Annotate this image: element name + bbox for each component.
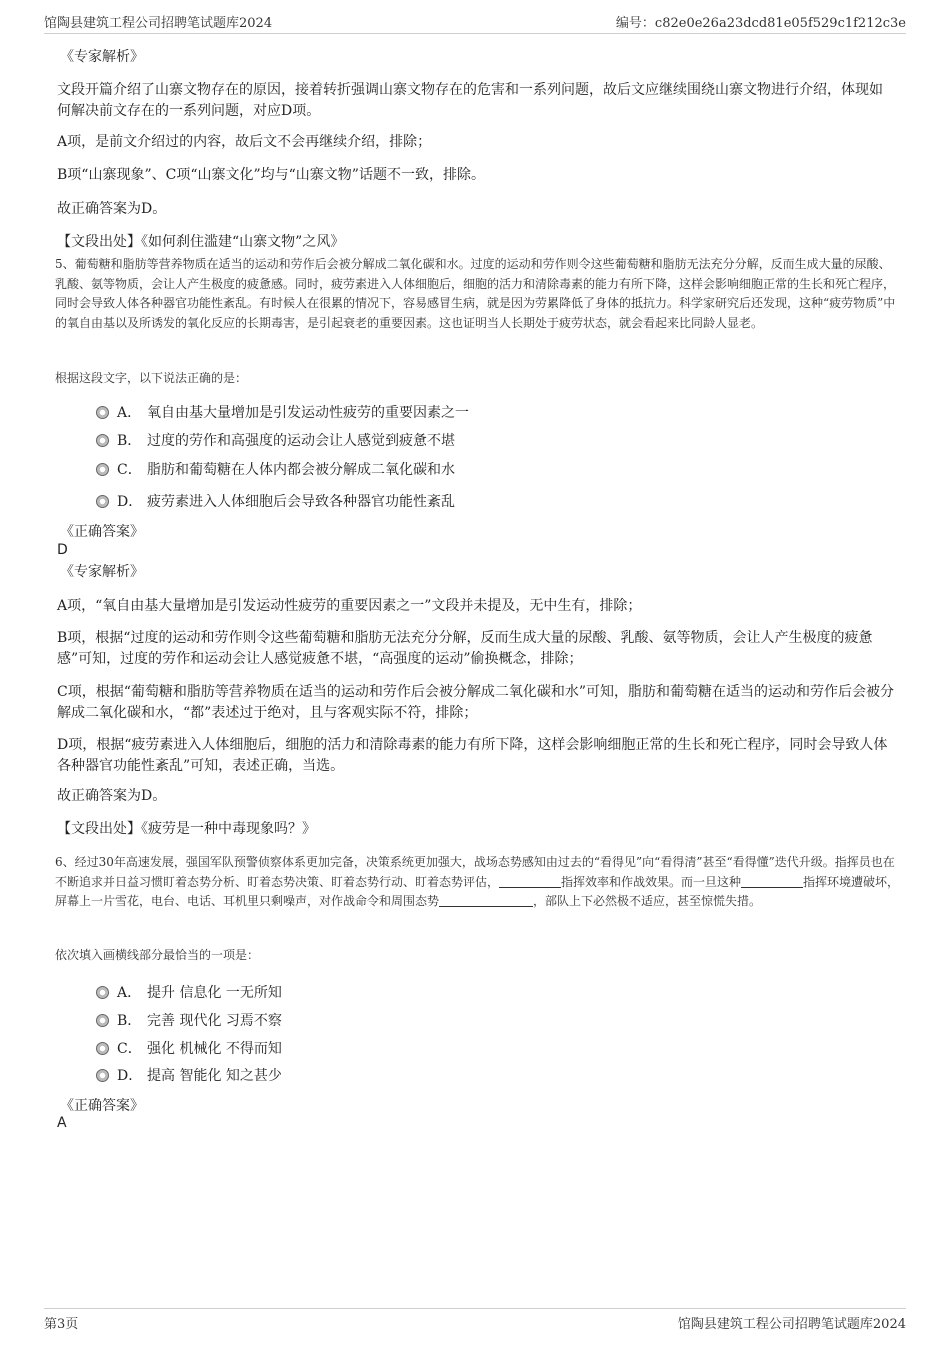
q5-answer-title: 《正确答案》 [60, 524, 144, 540]
q4-source: 【文段出处】《如何刹住滥建“山寨文物”之风》 [57, 234, 345, 250]
q6-answer: A [57, 1115, 67, 1131]
q5-option-b[interactable]: B． 过度的劳作和高强度的运动会让人感觉到疲惫不堪 [96, 430, 455, 452]
q6-option-a[interactable]: A． 提升 信息化 一无所知 [96, 982, 282, 1004]
header-divider [44, 33, 906, 34]
radio-icon[interactable] [96, 463, 109, 476]
header-doc-id: 编号：c82e0e26a23dcd81e05f529c1f212c3e [615, 16, 906, 31]
q4-analysis-bc: B项“山寨现象”、C项“山寨文化”均与“山寨文物”话题不一致，排除。 [57, 167, 485, 183]
fill-blank-3 [439, 894, 533, 907]
q5-source: 【文段出处】《疲劳是一种中毒现象吗？》 [57, 821, 316, 837]
q5-prompt: 根据这段文字，以下说法正确的是： [55, 371, 248, 385]
radio-icon[interactable] [96, 1042, 109, 1055]
q5-expert-title: 《专家解析》 [60, 564, 144, 580]
footer-divider [44, 1308, 906, 1309]
q5-analysis-a: A项，“氧自由基大量增加是引发运动性疲劳的重要因素之一”文段并未提及，无中生有，排除； [57, 598, 642, 614]
radio-icon[interactable] [96, 1014, 109, 1027]
q6-prompt: 依次填入画横线部分最恰当的一项是： [55, 948, 260, 962]
q6-stem: 6、经过30年高速发展，强国军队预警侦察体系更加完备，决策系统更加强大，战场态势感知由过去的“看得见”向“看得清”甚至“看得懂”迭代升级。指挥员也在不断追求并日益习惯盯着态势分析、盯着态势决策、盯着态势行动、盯着态势评估， 指挥效率和作战效果。而一旦这种 指挥环境遭破坏，屏幕上一片雪花，电台、电话、耳机里只剩噪声，对作战命令和周围态势 ，部队上下必然极不适应，甚至惊慌失措。 [55, 855, 900, 908]
radio-icon[interactable] [96, 986, 109, 999]
q5-analysis-b: B项，根据“过度的运动和劳作则令这些葡萄糖和脂肪无法充分分解，反而生成大量的尿酸、乳酸、氨等物质，会让人产生极度的疲惫感”可知，过度的劳作和运动会让人感觉疲惫不堪，“高强度的运动”偷换概念，排除； [57, 630, 873, 667]
q5-analysis-d: D项，根据“疲劳素进入人体细胞后，细胞的活力和清除毒素的能力有所下降，这样会影响细胞正常的生长和死亡程序，同时会导致人体各种器官功能性紊乱”可知，表述正确，当选。 [57, 737, 888, 774]
q5-option-c[interactable]: C． 脂肪和葡萄糖在人体内都会被分解成二氧化碳和水 [96, 459, 455, 481]
q5-option-d[interactable]: D． 疲劳素进入人体细胞后会导致各种器官功能性紊乱 [96, 491, 455, 513]
q6-option-c[interactable]: C． 强化 机械化 不得而知 [96, 1038, 282, 1060]
q4-expert-title: 《专家解析》 [60, 49, 144, 65]
radio-icon[interactable] [96, 495, 109, 508]
radio-icon[interactable] [96, 406, 109, 419]
footer-page-number: 第3页 [44, 1317, 79, 1332]
q5-stem: 5、葡萄糖和脂肪等营养物质在适当的运动和劳作后会被分解成二氧化碳和水。过度的运动和劳作则令这些葡萄糖和脂肪无法充分分解，反而生成大量的尿酸、乳酸、氨等物质，会让人产生极度的疲惫感。同时，疲劳素进入人体细胞后，细胞的活力和清除毒素的能力有所下降，这样会影响细胞正常的生长和死亡程序，同时会导致人体各种器官功能性紊乱。有时候人在很累的情况下，容易感冒生病，就是因为劳累降低了身体的抵抗力。科学家研究后还发现，这种“疲劳物质”中的氧自由基以及所诱发的氧化反应的长期毒害，是引起衰老的重要因素。这也证明当人长期处于疲劳状态，就会看起来比同龄人显老。 [55, 257, 896, 330]
q5-conclusion: 故正确答案为D。 [57, 788, 167, 804]
q4-analysis-a: A项，是前文介绍过的内容，故后文不会再继续介绍，排除； [57, 134, 432, 150]
radio-icon[interactable] [96, 434, 109, 447]
q6-answer-title: 《正确答案》 [60, 1098, 144, 1114]
q5-answer: D [57, 542, 68, 558]
radio-icon[interactable] [96, 1069, 109, 1082]
fill-blank-2 [741, 875, 803, 888]
header-doc-title: 馆陶县建筑工程公司招聘笔试题库2024 [44, 16, 273, 31]
q5-analysis-c: C项，根据“葡萄糖和脂肪等营养物质在适当的运动和劳作后会被分解成二氧化碳和水”可知，脂肪和葡萄糖在适当的运动和劳作后会被分解成二氧化碳和水，“都”表述过于绝对，且与客观实际不符，排除； [57, 684, 895, 721]
footer-doc-title: 馆陶县建筑工程公司招聘笔试题库2024 [677, 1317, 906, 1332]
q4-analysis-paragraph: 文段开篇介绍了山寨文物存在的原因，接着转折强调山寨文物存在的危害和一系列问题，故后文应继续围绕山寨文物进行介绍，体现如何解决前文存在的一系列问题，对应D项。 [57, 82, 883, 119]
fill-blank-1 [499, 875, 561, 888]
q6-option-b[interactable]: B． 完善 现代化 习焉不察 [96, 1010, 282, 1032]
q4-conclusion: 故正确答案为D。 [57, 201, 167, 217]
q6-option-d[interactable]: D． 提高 智能化 知之甚少 [96, 1065, 282, 1087]
q5-option-a[interactable]: A． 氧自由基大量增加是引发运动性疲劳的重要因素之一 [96, 402, 469, 424]
